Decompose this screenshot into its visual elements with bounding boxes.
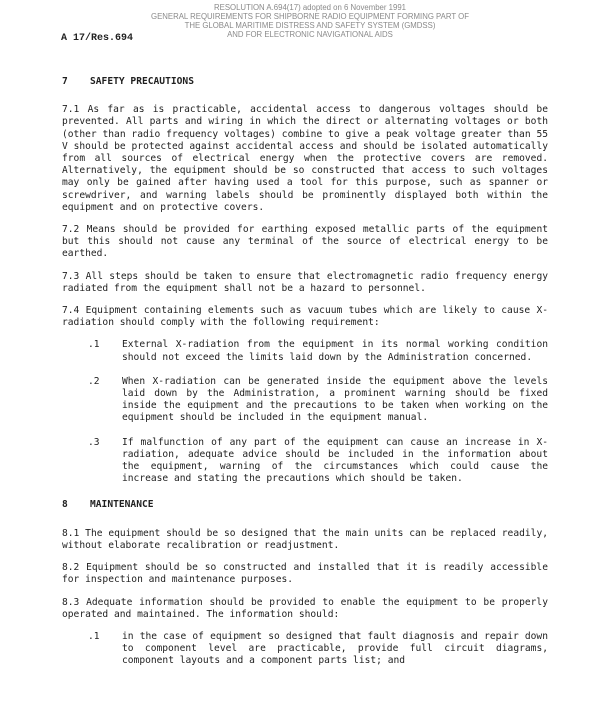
list-item-7-4-1 (88, 339, 548, 363)
list-item-text: When X-radiation can be generated inside the equipment above the levels laid down by the Administration, a prominent warning should be fixed inside the equipment and the precautions to be taken when working on the equipment should be included in the equipment manual. (122, 375, 548, 424)
document-reference: A 17/Res.694 (61, 33, 134, 44)
section-7-heading (62, 76, 548, 88)
list-item-number: .3 (88, 436, 100, 448)
list-item-text: External X-radiation from the equipment in its normal working condition should not exceed the limits laid down by the Administration concerned. (122, 339, 548, 363)
paragraph-7-3: 7.3 All steps should be taken to ensure that electromagnetic radio frequency energy radiated from the equipment shall not be a hazard to personnel. (62, 270, 548, 294)
header-line-2: GENERAL REQUIREMENTS FOR SHIPBORNE RADIO EQUIPMENT FORMING PART OF (151, 12, 469, 21)
section-8-title: MAINTENANCE (90, 499, 154, 511)
section-8-heading (62, 499, 548, 511)
list-item-number: .1 (88, 339, 100, 351)
list-item-8-3-1 (88, 630, 548, 668)
section-8-number: 8 (62, 499, 68, 511)
list-item-number: .2 (88, 375, 100, 387)
section-7-number: 7 (62, 76, 68, 87)
header-line-1: RESOLUTION A.694(17) adopted on 6 November 1991 (214, 3, 406, 12)
header-line-4: AND FOR ELECTRONIC NAVIGATIONAL AIDS (227, 30, 393, 39)
list-item-7-4-2 (88, 375, 548, 425)
header-line-3: THE GLOBAL MARITIME DISTRESS AND SAFETY SYSTEM (GMDSS) (184, 21, 436, 30)
paragraph-8-3: 8.3 Adequate information should be provided to enable the equipment to be properly operated and maintained. The information should: (62, 596, 548, 620)
list-item-text: If malfunction of any part of the equipment can cause an increase in X-radiation, adequate advice should be included in the information about the equipment, warning of the circumstances which could cause the increase and stating the precautions which should be taken. (122, 436, 548, 485)
paragraph-7-4: 7.4 Equipment containing elements such as vacuum tubes which are likely to cause X-radiation should comply with the following requirement: (62, 305, 548, 329)
document-body (62, 76, 548, 680)
paragraph-7-1: 7.1 As far as is practicable, accidental access to dangerous voltages should be prevented. All parts and wiring in which the direct or alternating voltages or both (other than radio frequency voltages) combine to give a peak voltage greater than 55 V should be protected against accidental access and should be isolated automatically from all sources of electrical energy when the protective covers are removed. Alternatively, the equipment should be so constructed that access to such voltages may only be gained after having used a tool for this purpose, such as spanner or screwdriver, and warning labels should be prominently displayed both within the equipment and on protective covers. (62, 104, 548, 213)
list-item-text: in the case of equipment so designed that fault diagnosis and repair down to component level are practicable, provide full circuit diagrams, component layouts and a component parts list; and (122, 630, 548, 667)
paragraph-8-1: 8.1 The equipment should be so designed that the main units can be replaced readily, without elaborate recalibration or readjustment. (62, 527, 548, 551)
paragraph-8-2: 8.2 Equipment should be so constructed and installed that it is readily accessible for inspection and maintenance purposes. (62, 562, 548, 586)
paragraph-7-2: 7.2 Means should be provided for earthing exposed metallic parts of the equipment but this should not cause any terminal of the source of electrical energy to be earthed. (62, 224, 548, 260)
page-header (100, 3, 520, 39)
section-7-title: SAFETY PRECAUTIONS (90, 76, 194, 87)
list-item-number: .1 (88, 630, 100, 642)
list-item-7-4-3 (88, 436, 548, 486)
